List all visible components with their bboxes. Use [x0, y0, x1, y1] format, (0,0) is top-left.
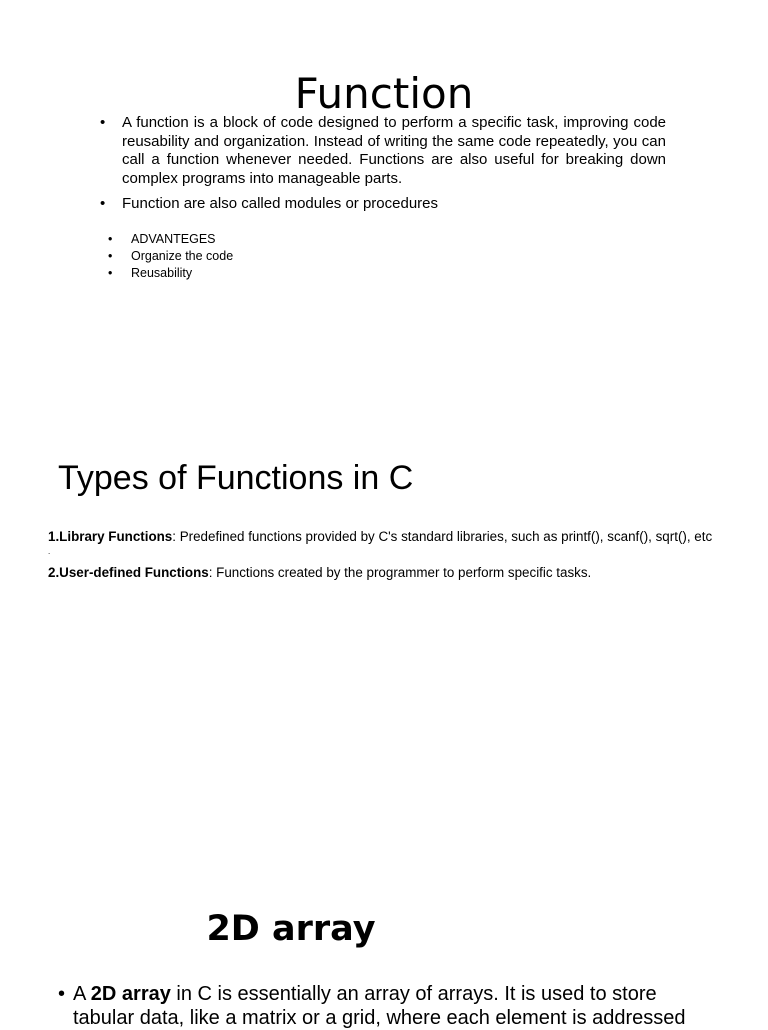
sub-bullet-item: [108, 265, 192, 282]
bullet-item: [100, 195, 666, 214]
slide-title: Function: [294, 69, 474, 118]
item-label: 1.Library Functions: [48, 529, 173, 544]
bullet-icon: •: [100, 114, 106, 131]
bullet-icon: •: [108, 266, 113, 280]
library-functions-item: [48, 529, 712, 545]
bullet-text: Function are also called modules or procedures: [122, 195, 439, 212]
slide-types-of-functions: [0, 410, 768, 830]
slide-2d-array: [0, 830, 768, 1029]
slide-title: 2D array: [206, 909, 376, 949]
bullet-icon: •: [108, 249, 113, 263]
sub-bullet-item: [108, 248, 233, 265]
bullet-bold-term: 2D array: [90, 983, 171, 1005]
user-defined-functions-item: [48, 565, 591, 581]
sub-bullet-text: Organize the code: [131, 249, 234, 263]
bullet-rest: in C is essentially an array of arrays. It is used to store tabular data, like a matrix or a grid, where each element is addressed: [73, 983, 686, 1029]
item-label: 2.User-defined Functions: [48, 565, 209, 580]
item-description: : Predefined functions provided by C's standard libraries, such as printf(), scanf(), sqrt(), etc: [172, 529, 713, 544]
bullet-icon: •: [100, 195, 106, 212]
item-description: : Functions created by the programmer to perform specific tasks.: [208, 565, 592, 580]
bullet-text: [73, 982, 718, 1030]
sub-bullet-text: ADVANTEGES: [131, 232, 216, 246]
stray-period: .: [48, 547, 51, 556]
bullet-text: A function is a block of code designed to perform a specific task, improving code reusability and organization. Instead of writing the same code repeatedly, you can call a function whenever needed. Functions are also useful for breaking down complex programs into manageable parts.: [122, 114, 666, 187]
bullet-icon: •: [58, 983, 66, 1005]
bullet-prefix: A: [73, 983, 91, 1005]
bullet-item: [100, 114, 666, 188]
bullet-item: [58, 982, 718, 1030]
slide-title: Types of Functions in C: [58, 459, 414, 497]
slide-function: [0, 0, 768, 410]
sub-bullet-text: Reusability: [131, 266, 193, 280]
bullet-icon: •: [108, 232, 113, 246]
sub-bullet-item: [108, 231, 216, 248]
